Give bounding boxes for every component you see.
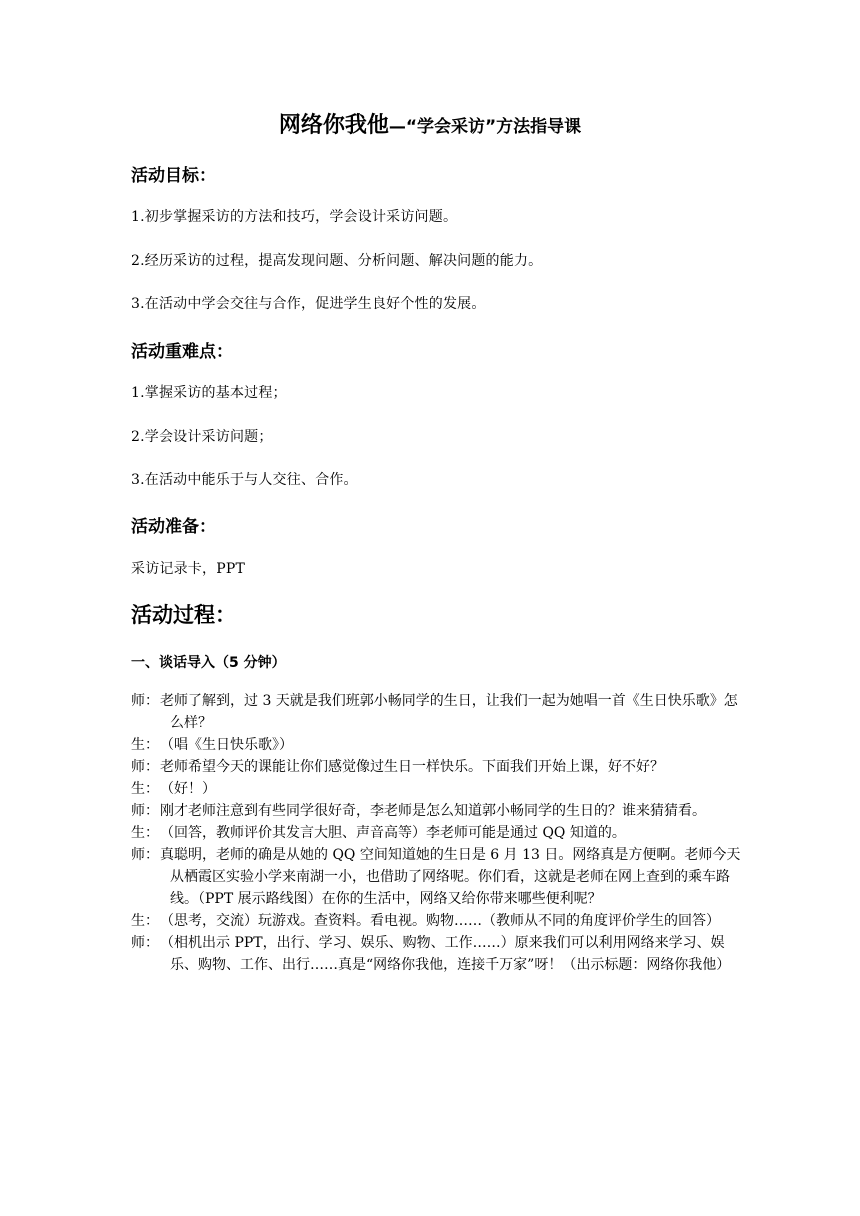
utterance-text: （相机出示 PPT，出行、学习、娱乐、购物、工作……）原来我们可以利用网络来学习、娱乐、购物、工作、出行……真是“网络你我他，连接千万家”呀！（出示标题：网络你我他） (160, 935, 731, 973)
objective-item: 3.在活动中学会交往与合作，促进学生良好个性的发展。 (131, 296, 486, 312)
utterance-text: （唱《生日快乐歌》） (160, 737, 293, 753)
preparation-heading: 活动准备： (131, 517, 216, 537)
dialogue-turn (131, 910, 741, 932)
process-heading: 活动过程： (131, 603, 236, 627)
utterance-text: 老师希望今天的课能让你们感觉像过生日一样快乐。下面我们开始上课，好不好？ (160, 759, 664, 775)
key-points-heading: 活动重难点： (131, 342, 233, 362)
dialogue-turn (131, 844, 741, 910)
dialogue-turn (131, 734, 741, 756)
title-subtitle: —“学会采访”方法指导课 (388, 117, 582, 137)
dialogue (131, 690, 741, 976)
speaker-label: 生： (131, 825, 159, 841)
dialogue-turn (131, 756, 741, 778)
dialogue-turn (131, 690, 741, 734)
speaker-label: 师： (131, 693, 159, 709)
key-point-item: 3.在活动中能乐于与人交往、合作。 (131, 472, 358, 488)
dialogue-turn (131, 778, 741, 800)
speaker-label: 师： (131, 935, 159, 951)
preparation-text: 采访记录卡，PPT (131, 561, 245, 577)
key-point-item: 1.掌握采访的基本过程； (131, 385, 287, 401)
utterance-text: 真聪明，老师的确是从她的 QQ 空间知道她的生日是 6 月 13 日。网络真是方便啊。老师今天从栖霞区实验小学来南湖一小，也借助了网络呢。你们看，这就是老师在网上查到的乘车路线。（PPT 展示路线图）在你的生活中，网络又给你带来哪些便利呢？ (160, 847, 741, 907)
utterance-text: （思考，交流）玩游戏。查资料。看电视。购物……（教师从不同的角度评价学生的回答） (160, 913, 720, 929)
document-title (0, 108, 860, 139)
objectives-heading: 活动目标： (131, 166, 216, 186)
utterance-text: 老师了解到，过 3 天就是我们班郭小畅同学的生日，让我们一起为她唱一首《生日快乐歌》怎么样？ (160, 693, 738, 731)
dialogue-turn (131, 800, 741, 822)
speaker-label: 生： (131, 781, 159, 797)
dialogue-turn (131, 822, 741, 844)
dialogue-turn (131, 932, 741, 976)
speaker-label: 师： (131, 759, 159, 775)
speaker-label: 生： (131, 737, 159, 753)
speaker-label: 生： (131, 913, 159, 929)
utterance-text: （好！） (160, 781, 216, 797)
speaker-label: 师： (131, 847, 159, 863)
speaker-label: 师： (131, 803, 159, 819)
utterance-text: （回答，教师评价其发言大胆、声音高等）李老师可能是通过 QQ 知道的。 (160, 825, 626, 841)
title-main: 网络你我他 (278, 113, 389, 138)
objective-item: 1.初步掌握采访的方法和技巧，学会设计采访问题。 (131, 209, 458, 225)
key-point-item: 2.学会设计采访问题； (131, 429, 273, 445)
utterance-text: 刚才老师注意到有些同学很好奇，李老师是怎么知道郭小畅同学的生日的？谁来猜猜看。 (160, 803, 706, 819)
objective-item: 2.经历采访的过程，提高发现问题、分析问题、解决问题的能力。 (131, 253, 543, 269)
section-title: 一、谈话导入（5 分钟） (131, 655, 286, 671)
